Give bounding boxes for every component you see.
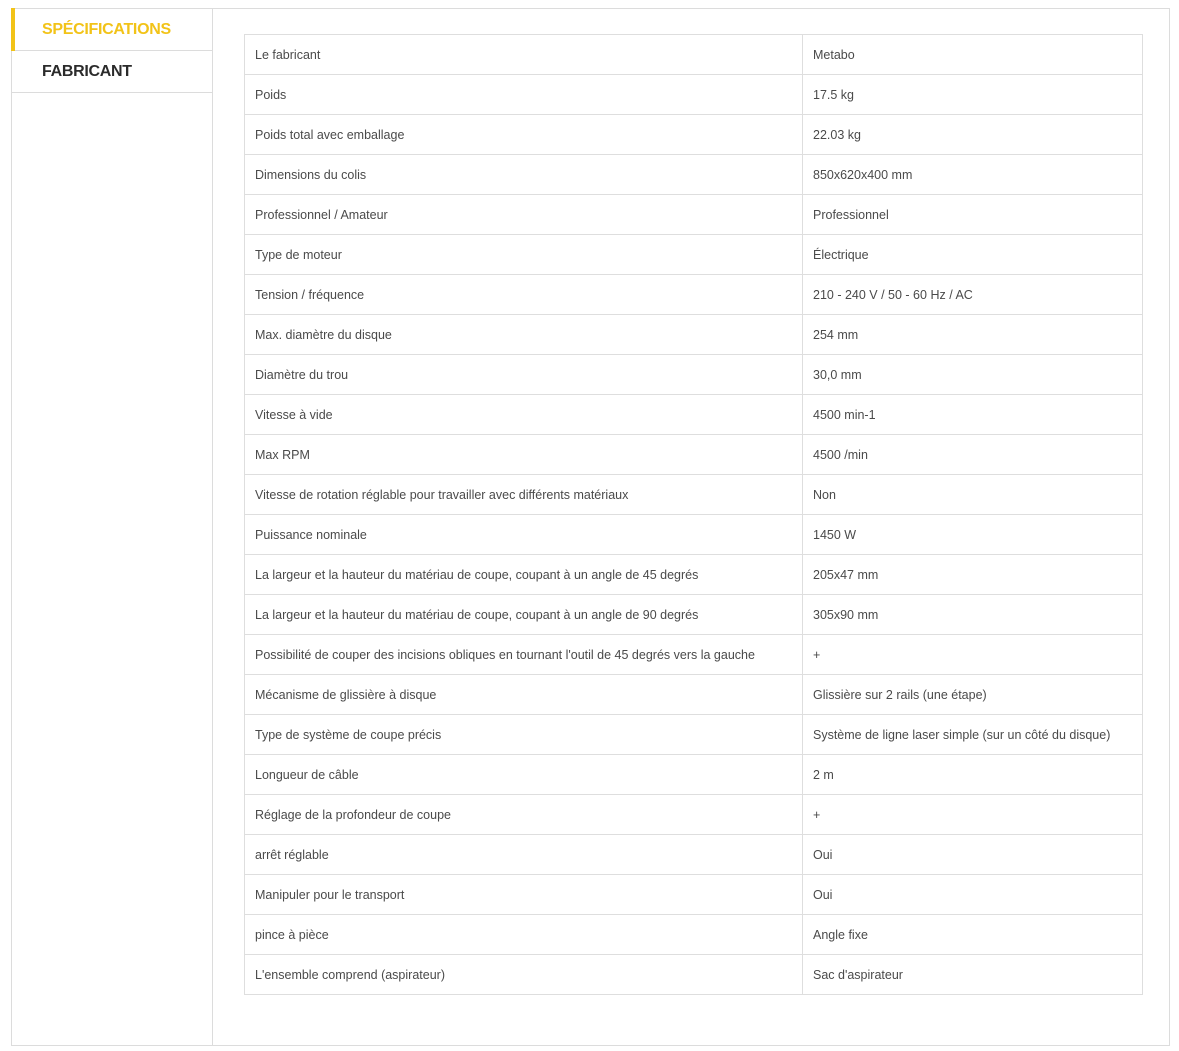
spec-label: arrêt réglable: [245, 835, 803, 875]
spec-value: 4500 /min: [803, 435, 1143, 475]
table-row: [245, 595, 1143, 635]
spec-value: 850x620x400 mm: [803, 155, 1143, 195]
spec-value: Système de ligne laser simple (sur un côté du disque): [803, 715, 1143, 755]
spec-value: 210 - 240 V / 50 - 60 Hz / AC: [803, 275, 1143, 315]
spec-value: Oui: [803, 875, 1143, 915]
spec-value: Professionnel: [803, 195, 1143, 235]
spec-label: La largeur et la hauteur du matériau de coupe, coupant à un angle de 45 degrés: [245, 555, 803, 595]
specs-table: [244, 34, 1143, 995]
table-row: [245, 195, 1143, 235]
tab-sidebar: [12, 9, 213, 1045]
spec-value: Oui: [803, 835, 1143, 875]
spec-value: 2 m: [803, 755, 1143, 795]
table-row: [245, 355, 1143, 395]
spec-value: Sac d'aspirateur: [803, 955, 1143, 995]
spec-label: Vitesse de rotation réglable pour travailler avec différents matériaux: [245, 475, 803, 515]
spec-label: La largeur et la hauteur du matériau de coupe, coupant à un angle de 90 degrés: [245, 595, 803, 635]
tab-specifications-label: SPÉCIFICATIONS: [42, 20, 171, 38]
specs-content: [244, 34, 1142, 995]
tab-specifications[interactable]: [12, 9, 212, 51]
spec-label: Tension / fréquence: [245, 275, 803, 315]
table-row: [245, 635, 1143, 675]
spec-label: Le fabricant: [245, 35, 803, 75]
table-row: [245, 795, 1143, 835]
spec-value: 17.5 kg: [803, 75, 1143, 115]
tab-manufacturer-label: FABRICANT: [42, 62, 132, 80]
tab-manufacturer[interactable]: [12, 51, 212, 93]
spec-label: Longueur de câble: [245, 755, 803, 795]
spec-label: Diamètre du trou: [245, 355, 803, 395]
table-row: [245, 715, 1143, 755]
spec-value: Metabo: [803, 35, 1143, 75]
spec-value: 4500 min-1: [803, 395, 1143, 435]
spec-label: Réglage de la profondeur de coupe: [245, 795, 803, 835]
specs-table-body: [245, 35, 1143, 995]
table-row: [245, 515, 1143, 555]
spec-label: pince à pièce: [245, 915, 803, 955]
spec-value: Non: [803, 475, 1143, 515]
table-row: [245, 155, 1143, 195]
spec-label: Poids total avec emballage: [245, 115, 803, 155]
table-row: [245, 555, 1143, 595]
spec-label: Poids: [245, 75, 803, 115]
table-row: [245, 755, 1143, 795]
spec-value: +: [803, 635, 1143, 675]
spec-value: 22.03 kg: [803, 115, 1143, 155]
table-row: [245, 915, 1143, 955]
spec-value: 205x47 mm: [803, 555, 1143, 595]
spec-label: Professionnel / Amateur: [245, 195, 803, 235]
spec-value: Angle fixe: [803, 915, 1143, 955]
spec-label: Dimensions du colis: [245, 155, 803, 195]
spec-value: Glissière sur 2 rails (une étape): [803, 675, 1143, 715]
table-row: [245, 675, 1143, 715]
spec-label: Max RPM: [245, 435, 803, 475]
spec-label: Max. diamètre du disque: [245, 315, 803, 355]
table-row: [245, 395, 1143, 435]
spec-label: L'ensemble comprend (aspirateur): [245, 955, 803, 995]
spec-value: 1450 W: [803, 515, 1143, 555]
table-row: [245, 275, 1143, 315]
table-row: [245, 75, 1143, 115]
table-row: [245, 955, 1143, 995]
spec-label: Vitesse à vide: [245, 395, 803, 435]
spec-label: Puissance nominale: [245, 515, 803, 555]
table-row: [245, 875, 1143, 915]
spec-value: +: [803, 795, 1143, 835]
product-info-panel: [11, 8, 1170, 1046]
spec-value: 305x90 mm: [803, 595, 1143, 635]
spec-label: Manipuler pour le transport: [245, 875, 803, 915]
spec-value: 254 mm: [803, 315, 1143, 355]
table-row: [245, 315, 1143, 355]
spec-label: Type de système de coupe précis: [245, 715, 803, 755]
table-row: [245, 235, 1143, 275]
table-row: [245, 475, 1143, 515]
table-row: [245, 35, 1143, 75]
spec-label: Mécanisme de glissière à disque: [245, 675, 803, 715]
table-row: [245, 835, 1143, 875]
table-row: [245, 115, 1143, 155]
spec-value: 30,0 mm: [803, 355, 1143, 395]
spec-value: Électrique: [803, 235, 1143, 275]
spec-label: Possibilité de couper des incisions obliques en tournant l'outil de 45 degrés vers la gauche: [245, 635, 803, 675]
table-row: [245, 435, 1143, 475]
spec-label: Type de moteur: [245, 235, 803, 275]
